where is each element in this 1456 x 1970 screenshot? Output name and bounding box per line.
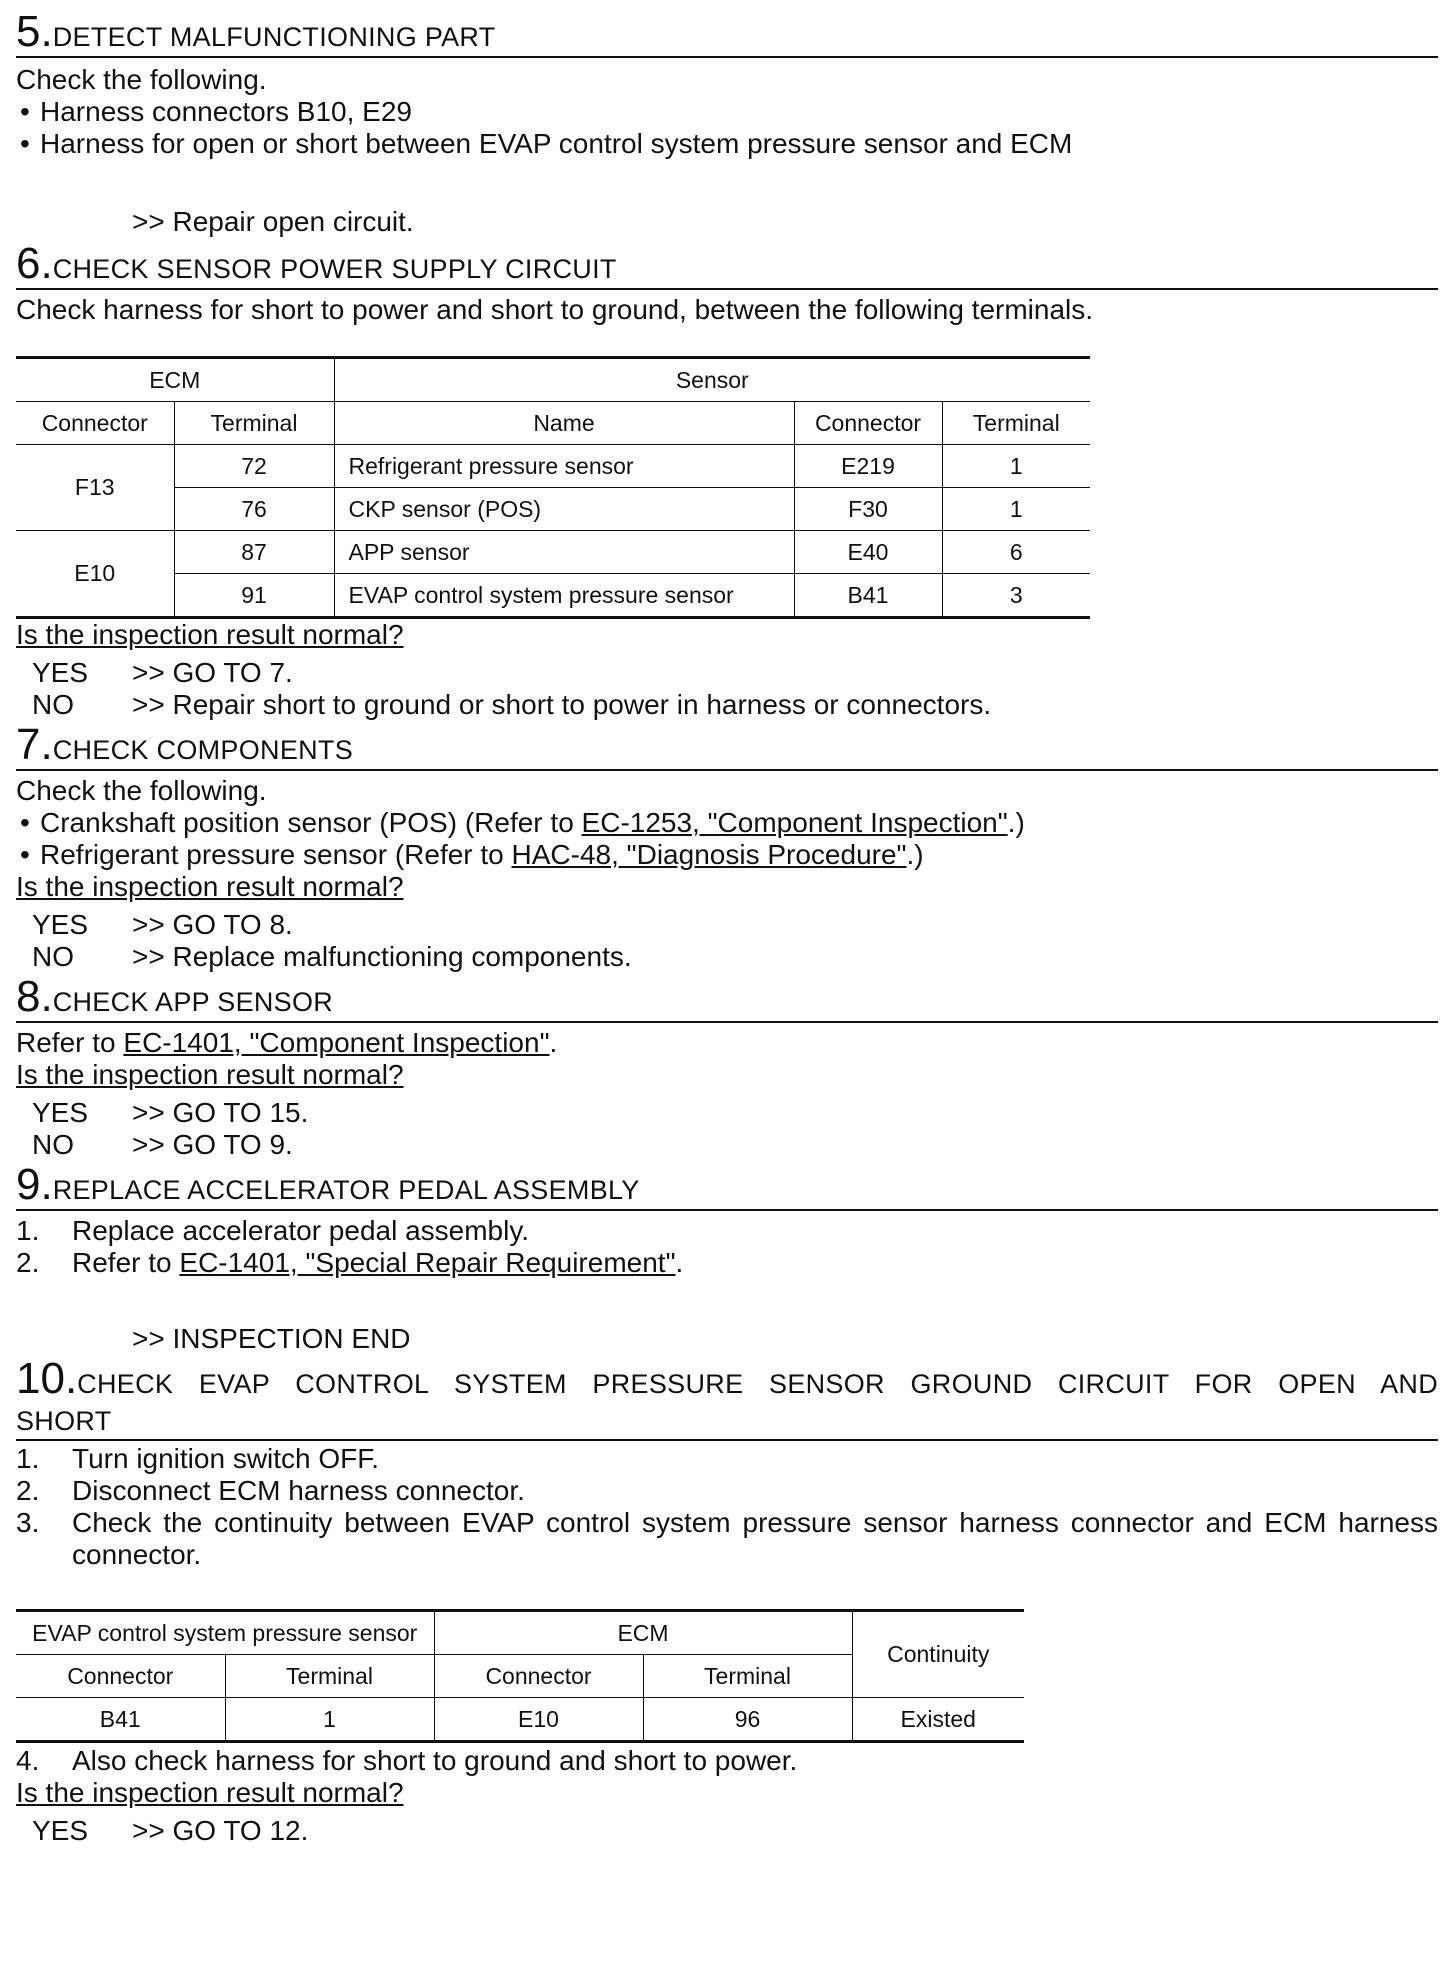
answer-action: >> GO TO 15. bbox=[132, 1097, 309, 1128]
header-terminal: Terminal bbox=[643, 1655, 852, 1698]
header-terminal: Terminal bbox=[225, 1655, 434, 1698]
reference-link[interactable]: EC-1401, "Component Inspection" bbox=[123, 1027, 550, 1058]
answer-key: YES bbox=[32, 1815, 89, 1846]
ecm-connector-cell: E10 bbox=[16, 531, 174, 618]
terminal-table bbox=[16, 356, 1090, 619]
sensor-name-cell: APP sensor bbox=[334, 531, 794, 574]
ecm-terminal-cell: 76 bbox=[174, 488, 334, 531]
sensor-connector-cell: E219 bbox=[794, 445, 942, 488]
header-connector: Connector bbox=[434, 1655, 643, 1698]
reference-link[interactable]: EC-1401, "Special Repair Requirement" bbox=[179, 1247, 676, 1278]
header-continuity: Continuity bbox=[852, 1611, 1024, 1698]
answer-no bbox=[16, 941, 1438, 973]
list-item: 2. Disconnect ECM harness connector. bbox=[16, 1475, 525, 1506]
sensor-connector-cell: B41 bbox=[16, 1698, 225, 1742]
step-title: CHECK SENSOR POWER SUPPLY CIRCUIT bbox=[52, 254, 617, 284]
answer-key: NO bbox=[32, 941, 74, 972]
ecm-terminal-cell: 96 bbox=[643, 1698, 852, 1742]
sensor-terminal-cell: 1 bbox=[225, 1698, 434, 1742]
answer-action: >> GO TO 12. bbox=[132, 1815, 309, 1846]
ecm-terminal-cell: 91 bbox=[174, 574, 334, 618]
header-connector: Connector bbox=[16, 402, 174, 445]
step-intro: Check the following. bbox=[16, 64, 267, 95]
step-9 bbox=[16, 1161, 1438, 1355]
answer-key: YES bbox=[32, 1097, 89, 1128]
procedure-list bbox=[16, 1443, 1438, 1571]
header-ecm: ECM bbox=[434, 1611, 852, 1655]
step-7-heading bbox=[16, 721, 1438, 771]
step-number: 5. bbox=[16, 7, 53, 56]
answer-no bbox=[16, 689, 1438, 721]
answer-yes bbox=[16, 1097, 1438, 1129]
check-list bbox=[16, 96, 1438, 160]
step-number: 10. bbox=[16, 1354, 78, 1403]
step-5 bbox=[16, 0, 1438, 238]
table-row bbox=[16, 488, 1090, 531]
answer-action: >> Repair short to ground or short to power in harness or connectors. bbox=[132, 689, 992, 720]
step-reference: Refer to EC-1401, "Component Inspection". bbox=[16, 1027, 558, 1058]
step-number: 6. bbox=[16, 239, 53, 288]
answer-action: >> GO TO 7. bbox=[132, 657, 293, 688]
sensor-connector-cell: E40 bbox=[794, 531, 942, 574]
step-number: 9. bbox=[16, 1160, 53, 1209]
table-row bbox=[16, 574, 1090, 618]
sensor-name-cell: EVAP control system pressure sensor bbox=[334, 574, 794, 618]
inspection-question: Is the inspection result normal? bbox=[16, 1059, 404, 1090]
table-row bbox=[16, 445, 1090, 488]
header-connector: Connector bbox=[794, 402, 942, 445]
header-terminal: Terminal bbox=[942, 402, 1090, 445]
sensor-connector-cell: B41 bbox=[794, 574, 942, 618]
answer-action: >> GO TO 9. bbox=[132, 1129, 293, 1160]
list-item: • Harness for open or short between EVAP control system pressure sensor and ECM bbox=[16, 128, 1438, 160]
inspection-question: Is the inspection result normal? bbox=[16, 619, 404, 650]
step-8 bbox=[16, 973, 1438, 1161]
sensor-terminal-cell: 1 bbox=[942, 488, 1090, 531]
answer-key: YES bbox=[32, 657, 89, 688]
answer-action: >> GO TO 8. bbox=[132, 909, 293, 940]
list-item: • Crankshaft position sensor (POS) (Refer to EC-1253, "Component Inspection".) bbox=[16, 807, 1438, 839]
ecm-terminal-cell: 87 bbox=[174, 531, 334, 574]
header-ecm: ECM bbox=[16, 358, 334, 402]
list-item: 4. Also check harness for short to ground and short to power. bbox=[16, 1745, 798, 1776]
inspection-question: Is the inspection result normal? bbox=[16, 1777, 404, 1808]
sensor-terminal-cell: 6 bbox=[942, 531, 1090, 574]
step-10 bbox=[16, 1355, 1438, 1847]
list-item: 1. Turn ignition switch OFF. bbox=[16, 1443, 380, 1474]
inspection-question: Is the inspection result normal? bbox=[16, 871, 404, 902]
ecm-terminal-cell: 72 bbox=[174, 445, 334, 488]
list-item: 1. Replace accelerator pedal assembly. bbox=[16, 1215, 530, 1246]
list-item: 2. Refer to EC-1401, "Special Repair Requirement". bbox=[16, 1247, 684, 1278]
step-5-heading bbox=[16, 8, 1438, 58]
list-item: • Refrigerant pressure sensor (Refer to HAC-48, "Diagnosis Procedure".) bbox=[16, 839, 1438, 871]
sensor-terminal-cell: 3 bbox=[942, 574, 1090, 618]
step-title: REPLACE ACCELERATOR PEDAL ASSEMBLY bbox=[52, 1175, 640, 1205]
step-6 bbox=[16, 240, 1438, 721]
step-title: CHECK EVAP CONTROL SYSTEM PRESSURE SENSOR GROUND CIRCUIT FOR OPEN AND bbox=[77, 1369, 1438, 1399]
step-title: CHECK COMPONENTS bbox=[52, 735, 354, 765]
table-row bbox=[16, 1698, 1024, 1742]
answer-key: YES bbox=[32, 909, 89, 940]
step-intro: Check harness for short to power and short to ground, between the following terminals. bbox=[16, 294, 1094, 325]
answer-action: >> Replace malfunctioning components. bbox=[132, 941, 632, 972]
answer-no bbox=[16, 1129, 1438, 1161]
ecm-connector-cell: F13 bbox=[16, 445, 174, 531]
header-terminal: Terminal bbox=[174, 402, 334, 445]
list-item: 3. Check the continuity between EVAP control system pressure sensor harness connector and ECM harness connector. bbox=[16, 1507, 1438, 1570]
sensor-name-cell: CKP sensor (POS) bbox=[334, 488, 794, 531]
step-6-heading bbox=[16, 240, 1438, 290]
sensor-name-cell: Refrigerant pressure sensor bbox=[334, 445, 794, 488]
header-sensor: Sensor bbox=[334, 358, 1090, 402]
header-name: Name bbox=[334, 402, 794, 445]
step-9-heading bbox=[16, 1161, 1438, 1211]
reference-link[interactable]: HAC-48, "Diagnosis Procedure" bbox=[511, 839, 907, 870]
step-intro: Check the following. bbox=[16, 775, 267, 806]
continuity-table bbox=[16, 1609, 1024, 1743]
sensor-connector-cell: F30 bbox=[794, 488, 942, 531]
step-result: >> Repair open circuit. bbox=[132, 206, 414, 237]
ecm-connector-cell: E10 bbox=[434, 1698, 643, 1742]
step-10-heading bbox=[16, 1355, 1438, 1403]
list-item: • Harness connectors B10, E29 bbox=[16, 96, 1438, 128]
header-connector: Connector bbox=[16, 1655, 225, 1698]
step-title: DETECT MALFUNCTIONING PART bbox=[52, 22, 496, 52]
answer-yes bbox=[16, 909, 1438, 941]
step-7 bbox=[16, 721, 1438, 973]
answer-key: NO bbox=[32, 689, 74, 720]
step-8-heading bbox=[16, 973, 1438, 1023]
step-result: >> INSPECTION END bbox=[132, 1323, 411, 1354]
step-title: CHECK APP SENSOR bbox=[52, 987, 334, 1017]
step-title-continued: SHORT bbox=[16, 1403, 1438, 1441]
step-number: 7. bbox=[16, 720, 53, 769]
answer-yes bbox=[16, 657, 1438, 689]
check-list bbox=[16, 807, 1438, 871]
answer-yes bbox=[16, 1815, 1438, 1847]
table-row bbox=[16, 531, 1090, 574]
answer-key: NO bbox=[32, 1129, 74, 1160]
procedure-list bbox=[16, 1215, 1438, 1279]
reference-link[interactable]: EC-1253, "Component Inspection" bbox=[581, 807, 1008, 838]
header-sensor: EVAP control system pressure sensor bbox=[16, 1611, 434, 1655]
continuity-cell: Existed bbox=[852, 1698, 1024, 1742]
sensor-terminal-cell: 1 bbox=[942, 445, 1090, 488]
step-number: 8. bbox=[16, 972, 53, 1021]
procedure-list bbox=[16, 1745, 1438, 1777]
